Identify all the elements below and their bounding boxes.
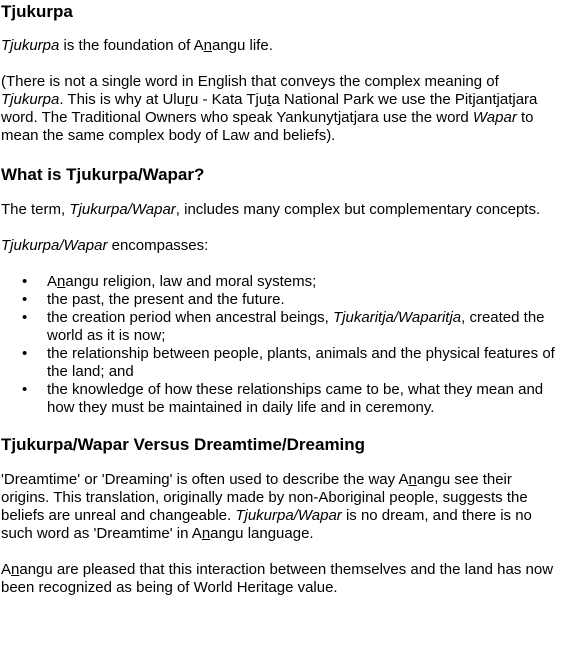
s2p2-text-a: A bbox=[1, 561, 12, 578]
bullet-icon: • bbox=[22, 309, 28, 326]
list-item bbox=[1, 381, 560, 417]
paren-text-5: to mean the same complex body of Law and beliefs). bbox=[1, 109, 534, 144]
parenthetical-paragraph bbox=[1, 73, 560, 145]
paren-underlined-1: r bbox=[184, 91, 190, 108]
item1-text: the past, the present and the future. bbox=[47, 291, 285, 308]
intro-text-a: is the foundation of A bbox=[59, 37, 204, 54]
paren-text-4: a National Park we use the Pitjantjatjara word. The Traditional Owners who speak Yankunytjatjara use the word bbox=[1, 91, 538, 126]
paren-term-1: Tjukurpa bbox=[1, 91, 60, 108]
s2p2-text-b: angu are pleased that this interaction between themselves and the land has now been recognized as being of World Heritage value. bbox=[1, 561, 554, 596]
s2p2-underlined: n bbox=[11, 561, 20, 578]
list-item bbox=[1, 273, 560, 291]
item0-underlined: n bbox=[57, 273, 66, 290]
s2p1-underlined-1: n bbox=[408, 471, 417, 488]
item2-text-b: , created the world as it is now; bbox=[47, 309, 545, 344]
item2-text-a: the creation period when ancestral beings, bbox=[47, 309, 334, 326]
bullet-icon: • bbox=[22, 345, 28, 362]
bullet-icon: • bbox=[22, 273, 28, 290]
intro-paragraph bbox=[1, 37, 560, 55]
s2p1-text-a: 'Dreamtime' or 'Dreaming' is often used to describe the way A bbox=[1, 471, 409, 488]
intro-term: Tjukurpa bbox=[1, 37, 60, 54]
page-title: Tjukurpa bbox=[1, 2, 73, 21]
s2p1-term: Tjukurpa/Wapar bbox=[235, 507, 342, 524]
paren-text-1: (There is not a single word in English that conveys the complex meaning of bbox=[1, 73, 499, 90]
paren-term-2: Wapar bbox=[472, 109, 517, 126]
list-item bbox=[1, 345, 560, 381]
s1p2-text: encompasses: bbox=[107, 237, 209, 254]
item3-text: the relationship between people, plants, animals and the physical features of the land; and bbox=[47, 345, 555, 380]
s2p1-text-b: angu see their origins. This translation, originally made by non-Aboriginal people, suggests the beliefs are unreal and changeable. bbox=[1, 471, 528, 524]
list-item bbox=[1, 309, 560, 345]
s2p1-text-c: is no dream, and there is no such word as 'Dreamtime' in A bbox=[1, 507, 532, 542]
intro-underlined-letter: n bbox=[203, 37, 212, 54]
list-item bbox=[1, 291, 560, 309]
paren-text-2: . This is why at Ulu bbox=[59, 91, 185, 108]
section2-paragraph-1 bbox=[1, 471, 560, 543]
section-heading-versus: Tjukurpa/Wapar Versus Dreamtime/Dreaming bbox=[1, 435, 366, 454]
s1p1-text-a: The term, bbox=[1, 201, 70, 218]
intro-text-b: angu life. bbox=[211, 37, 273, 54]
bullet-icon: • bbox=[22, 291, 28, 308]
bullet-icon: • bbox=[22, 381, 28, 398]
s2p1-text-d: angu language. bbox=[210, 525, 314, 542]
paren-text-3: u - Kata Tju bbox=[189, 91, 268, 108]
s1p1-term: Tjukurpa/Wapar bbox=[69, 201, 176, 218]
item0-text-b: angu religion, law and moral systems; bbox=[65, 273, 317, 290]
section1-paragraph-2 bbox=[1, 237, 560, 255]
section1-paragraph-1 bbox=[1, 201, 560, 219]
s1p2-term: Tjukurpa/Wapar bbox=[1, 237, 108, 254]
item2-term: Tjukaritja/Waparitja bbox=[333, 309, 462, 326]
item4-text: the knowledge of how these relationships came to be, what they mean and how they must be maintained in daily life and in ceremony. bbox=[47, 381, 544, 416]
s2p1-underlined-2: n bbox=[201, 525, 211, 542]
s1p1-text-b: , includes many complex but complementary concepts. bbox=[175, 201, 541, 218]
section-heading-what-is: What is Tjukurpa/Wapar? bbox=[1, 165, 205, 184]
paren-underlined-2: t bbox=[267, 91, 272, 108]
encompasses-list bbox=[1, 273, 560, 417]
item0-text-a: A bbox=[47, 273, 58, 290]
section2-paragraph-2 bbox=[1, 561, 560, 597]
